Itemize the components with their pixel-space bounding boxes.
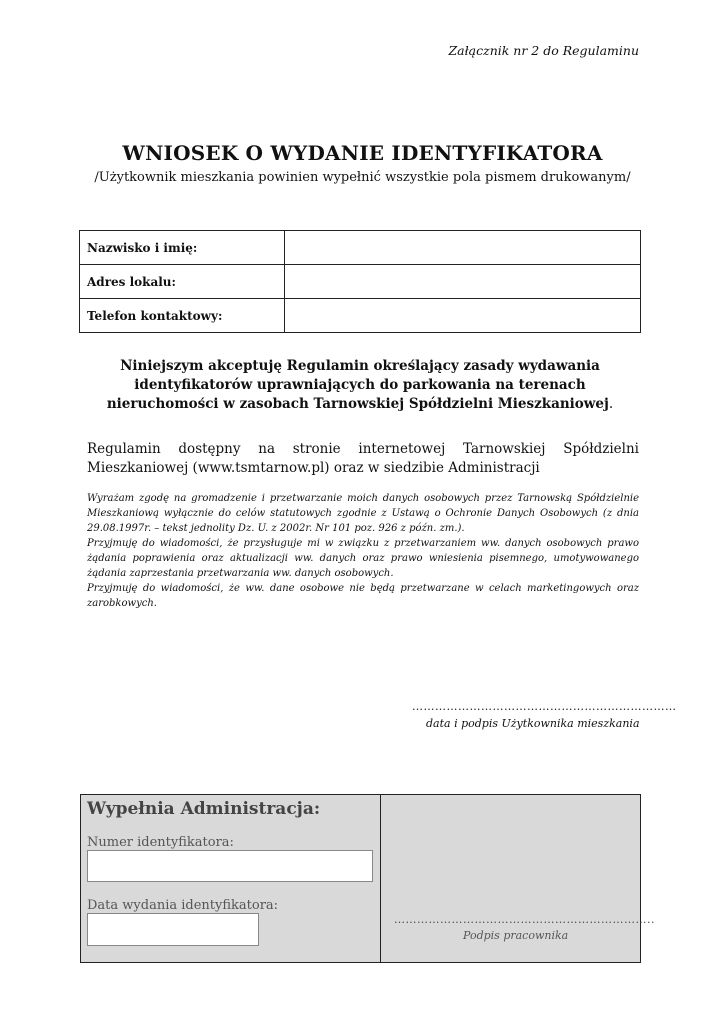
acceptance-text: Niniejszym akceptuję Regulamin określający zasady wydawania identyfikatorów uprawniających do parkowania na terenach nieruchomości w zasobach Tarnowskiej Spółdzielni Mieszkaniowej <box>106 358 609 412</box>
acceptance-period: . <box>608 396 614 412</box>
consent-paragraph: Wyrażam zgodę na gromadzenie i przetwarzanie moich danych osobowych przez Tarnowską Spółdzielnie Mieszkaniową wyłącznie do celów statutowych zgodnie z Ustawą o Ochronie Danych Osobowych (z dnia 29.08.1997r. – tekst jednolity Dz. U. z 2002r. Nr 101 poz. 926 z późn. zm.). <box>87 493 639 534</box>
page-title: WNIOSEK O WYDANIE IDENTYFIKATORA <box>122 141 603 165</box>
user-signature-line: …………………………………………………………… <box>412 700 677 713</box>
admin-fields-panel <box>81 795 381 962</box>
consent-block <box>87 491 639 611</box>
annex-label: Załącznik nr 2 do Regulaminu <box>448 43 639 58</box>
consent-paragraph: Przyjmuję do wiadomości, że przysługuje mi w związku z przetwarzaniem ww. danych osobowych prawo żądania poprawienia oraz aktualizacji ww. danych oraz prawo wniesienia pisemnego, umotywowanego żądania zaprzestania przetwarzania ww. danych osobowych. <box>87 538 639 579</box>
table-row <box>80 265 641 299</box>
applicant-fields-table <box>79 230 641 333</box>
id-number-label: Numer identyfikatora: <box>87 835 234 850</box>
issue-date-label: Data wydania identyfikatora: <box>87 898 279 913</box>
page-subtitle: /Użytkownik mieszkania powinien wypełnić wszystkie pola pismem drukowanym/ <box>94 170 631 185</box>
field-label-name: Nazwisko i imię: <box>80 231 285 265</box>
field-value-phone[interactable] <box>285 299 641 333</box>
admin-section-title: Wypełnia Administracja: <box>87 799 321 819</box>
regulamin-note: Regulamin dostępny na stronie internetowej Tarnowskiej Spółdzielni Mieszkaniowej (www.tsmtarnow.pl) oraz w siedzibie Administracji <box>87 441 639 476</box>
consent-paragraph: Przyjmuję do wiadomości, że ww. dane osobowe nie będą przetwarzane w celach marketingowych oraz zarobkowych. <box>87 583 639 609</box>
field-value-name[interactable] <box>285 231 641 265</box>
issue-date-field[interactable] <box>87 913 259 946</box>
field-label-address: Adres lokalu: <box>80 265 285 299</box>
field-label-phone: Telefon kontaktowy: <box>80 299 285 333</box>
acceptance-statement <box>80 357 640 414</box>
admin-signature-panel <box>381 795 655 962</box>
user-signature-caption: data i podpis Użytkownika mieszkania <box>426 717 640 730</box>
employee-signature-caption: Podpis pracownika <box>463 929 569 942</box>
employee-signature-line: ………………………………………………………….. <box>394 913 655 926</box>
id-number-field[interactable] <box>87 850 373 882</box>
table-row <box>80 299 641 333</box>
table-row <box>80 231 641 265</box>
field-value-address[interactable] <box>285 265 641 299</box>
admin-section <box>80 794 655 963</box>
